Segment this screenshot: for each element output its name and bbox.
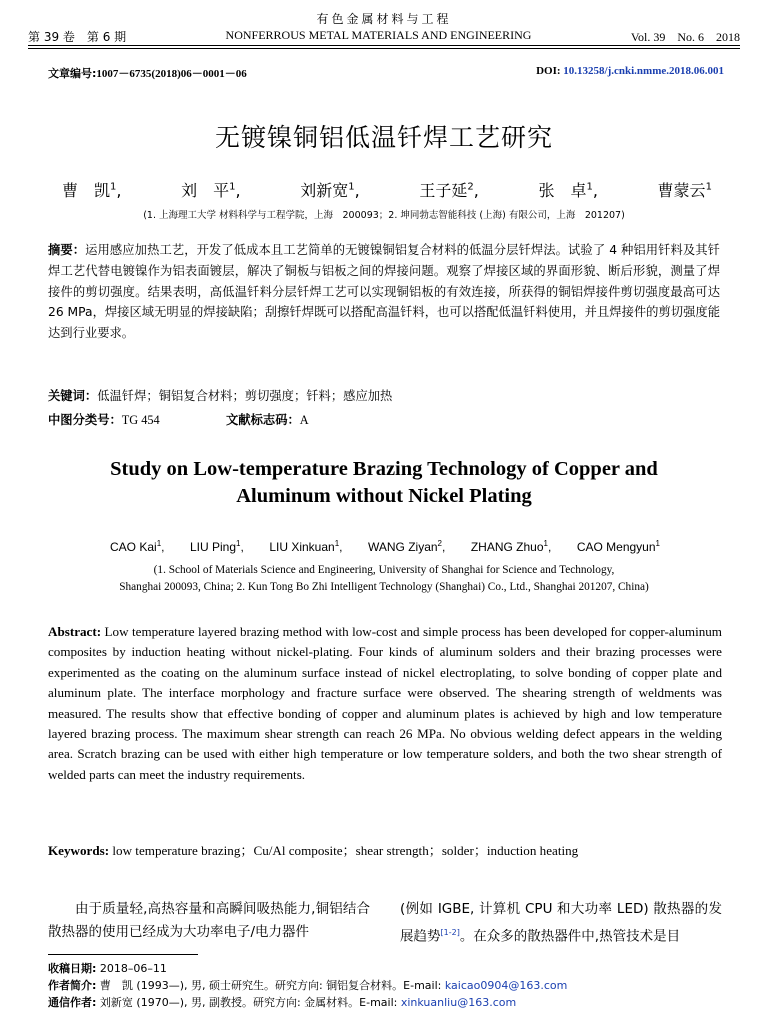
authors-cn	[62, 178, 712, 201]
author-cn: 王子延$^2$,	[419, 181, 479, 200]
doi: DOI: 10.13258/j.cnki.nmme.2018.06.001	[536, 65, 724, 77]
doi-link[interactable]: 10.13258/j.cnki.nmme.2018.06.001	[563, 65, 724, 77]
title-en: Study on Low-temperature Brazing Technology of Copper and Aluminum without Nickel Plating	[110, 458, 658, 507]
author-cn: 曹 凯$^1$,	[62, 181, 122, 200]
volume-issue-cn: 第 39 卷 第 6 期	[28, 30, 127, 44]
author-en: CAO Kai$^1$,	[110, 539, 165, 554]
author-en: LIU Ping$^1$,	[189, 539, 244, 554]
abstract-cn	[48, 240, 720, 344]
abstract-en-text: Low temperature layered brazing method with low-cost and simple process has been developed for copper-aluminum composites by induction heating without nickel-plating. Four kinds of aluminum solders and their brazing processes were experimented as the coating on the aluminum surface instead of nickel electroplating, to solve bonding of copper plate and aluminum plate. The interface morphology and fracture surface were observed. The shearing strength of weldments was measured. The results show that effective bonding of copper and aluminum plates is achieved by high and low temperature layered brazing process. The maximum shear strength can reach 26 MPa. No obvious welding defect appears in the welding area. Scratch brazing can be used with either high temperature or low temperature solders, and both the two shear strength of welded parts can meet the industry requirements.	[48, 624, 722, 782]
header-rule	[28, 45, 740, 46]
clc-number: 中图分类号：TG 454	[48, 413, 160, 427]
body-column-left: 由于质量轻,高热容量和高瞬间吸热能力,铜铝结合散热器的使用已经成为大功率电子/电力器件	[48, 901, 370, 940]
running-header	[28, 28, 740, 45]
affiliation-cn: (1. 上海理工大学 材料科学与工程学院，上海 200093；2. 坤同勃志智能科技 (上海) 有限公司，上海 201207)	[143, 210, 625, 221]
abstract-en	[48, 622, 722, 785]
keywords-en: Keywords: low temperature brazing；Cu/Al composite；shear strength；solder；induction heating	[48, 843, 579, 858]
volume-issue-en: Vol. 39 No. 6 2018	[630, 30, 740, 44]
abstract-cn-text: 运用感应加热工艺，开发了低成本且工艺简单的无镀镍铜铝复合材料的低温分层钎焊法。试验了 4 种铝用钎料及其钎焊工艺代替电镀镍作为铝表面镀层，解决了铜板与铝板之间的焊接问题。观察了焊接区域的界面形貌、断后形貌，测量了焊接件的剪切强度。结果表明，高低温钎料分层钎焊工艺可以实现铜铝板的有效连接，所获得的铜铝焊接件剪切强度最高可达 26 MPa，焊接区域无明显的焊接缺陷；刮擦钎焊既可以搭配高温钎料，也可以搭配低温钎料使用，并且焊接件的剪切强度能达到行业要求。	[48, 243, 720, 341]
journal-title-cn: 有色金属材料与工程	[316, 12, 452, 26]
author-cn: 张 卓$^1$,	[538, 181, 598, 200]
author-en: WANG Ziyan$^2$,	[367, 539, 446, 554]
abstract-cn-label: 摘要：	[48, 243, 86, 257]
author-bio: 作者简介: 曹 凯 (1993—), 男, 硕士研究生。研究方向: 铜铝复合材料。E-mail: kaicao0904@163.com	[48, 979, 568, 992]
received-date: 收稿日期: 2018–06–11	[48, 962, 167, 975]
author-cn: 刘新宽$^1$,	[300, 181, 360, 200]
title-cn: 无镀镍铜铝低温钎焊工艺研究	[214, 123, 553, 152]
footnote-rule	[48, 954, 198, 955]
affiliation-en: (1. School of Materials Science and Engineering, University of Shanghai for Science and Technology, Shanghai 200093, China; 2. Kun Tong Bo Zhi Intelligent Technology (Shanghai) Co., Ltd., Shanghai 201207, China)	[119, 564, 649, 593]
author-email-link[interactable]: kaicao0904@163.com	[444, 979, 568, 992]
author-cn: 曹蒙云$^1$	[657, 181, 712, 200]
corresponding-author: 通信作者: 刘新宽 (1970—), 男, 副教授。研究方向: 金属材料。E-mail: xinkuanliu@163.com	[48, 996, 517, 1009]
footnotes	[48, 960, 567, 1011]
author-en: LIU Xinkuan$^1$,	[269, 539, 343, 554]
keywords-cn: 关键词：低温钎焊；铜铝复合材料；剪切强度；钎料；感应加热	[48, 389, 393, 403]
author-en: ZHANG Zhuo$^1$,	[470, 539, 552, 554]
journal-title-en: NONFERROUS METAL MATERIALS AND ENGINEERING	[225, 28, 532, 42]
body-column-right: (例如 IGBE, 计算机 CPU 和大功率 LED) 散热器的发展趋势[1-2]。在众多的散热器件中,热管技术是目	[400, 901, 722, 945]
article-number: 文章编号:1007－6735(2018)06－0001－06	[48, 67, 247, 80]
corr-email-link[interactable]: xinkuanliu@163.com	[400, 996, 517, 1009]
author-cn: 刘 平$^1$,	[181, 181, 241, 200]
document-code: 文献标志码：A	[226, 413, 309, 427]
authors-en	[110, 539, 660, 554]
abstract-en-label: Abstract:	[48, 624, 102, 639]
citation-ref[interactable]: [1-2]	[440, 928, 460, 937]
header-rule-secondary	[28, 48, 740, 49]
author-en: CAO Mengyun$^1$	[576, 539, 660, 554]
